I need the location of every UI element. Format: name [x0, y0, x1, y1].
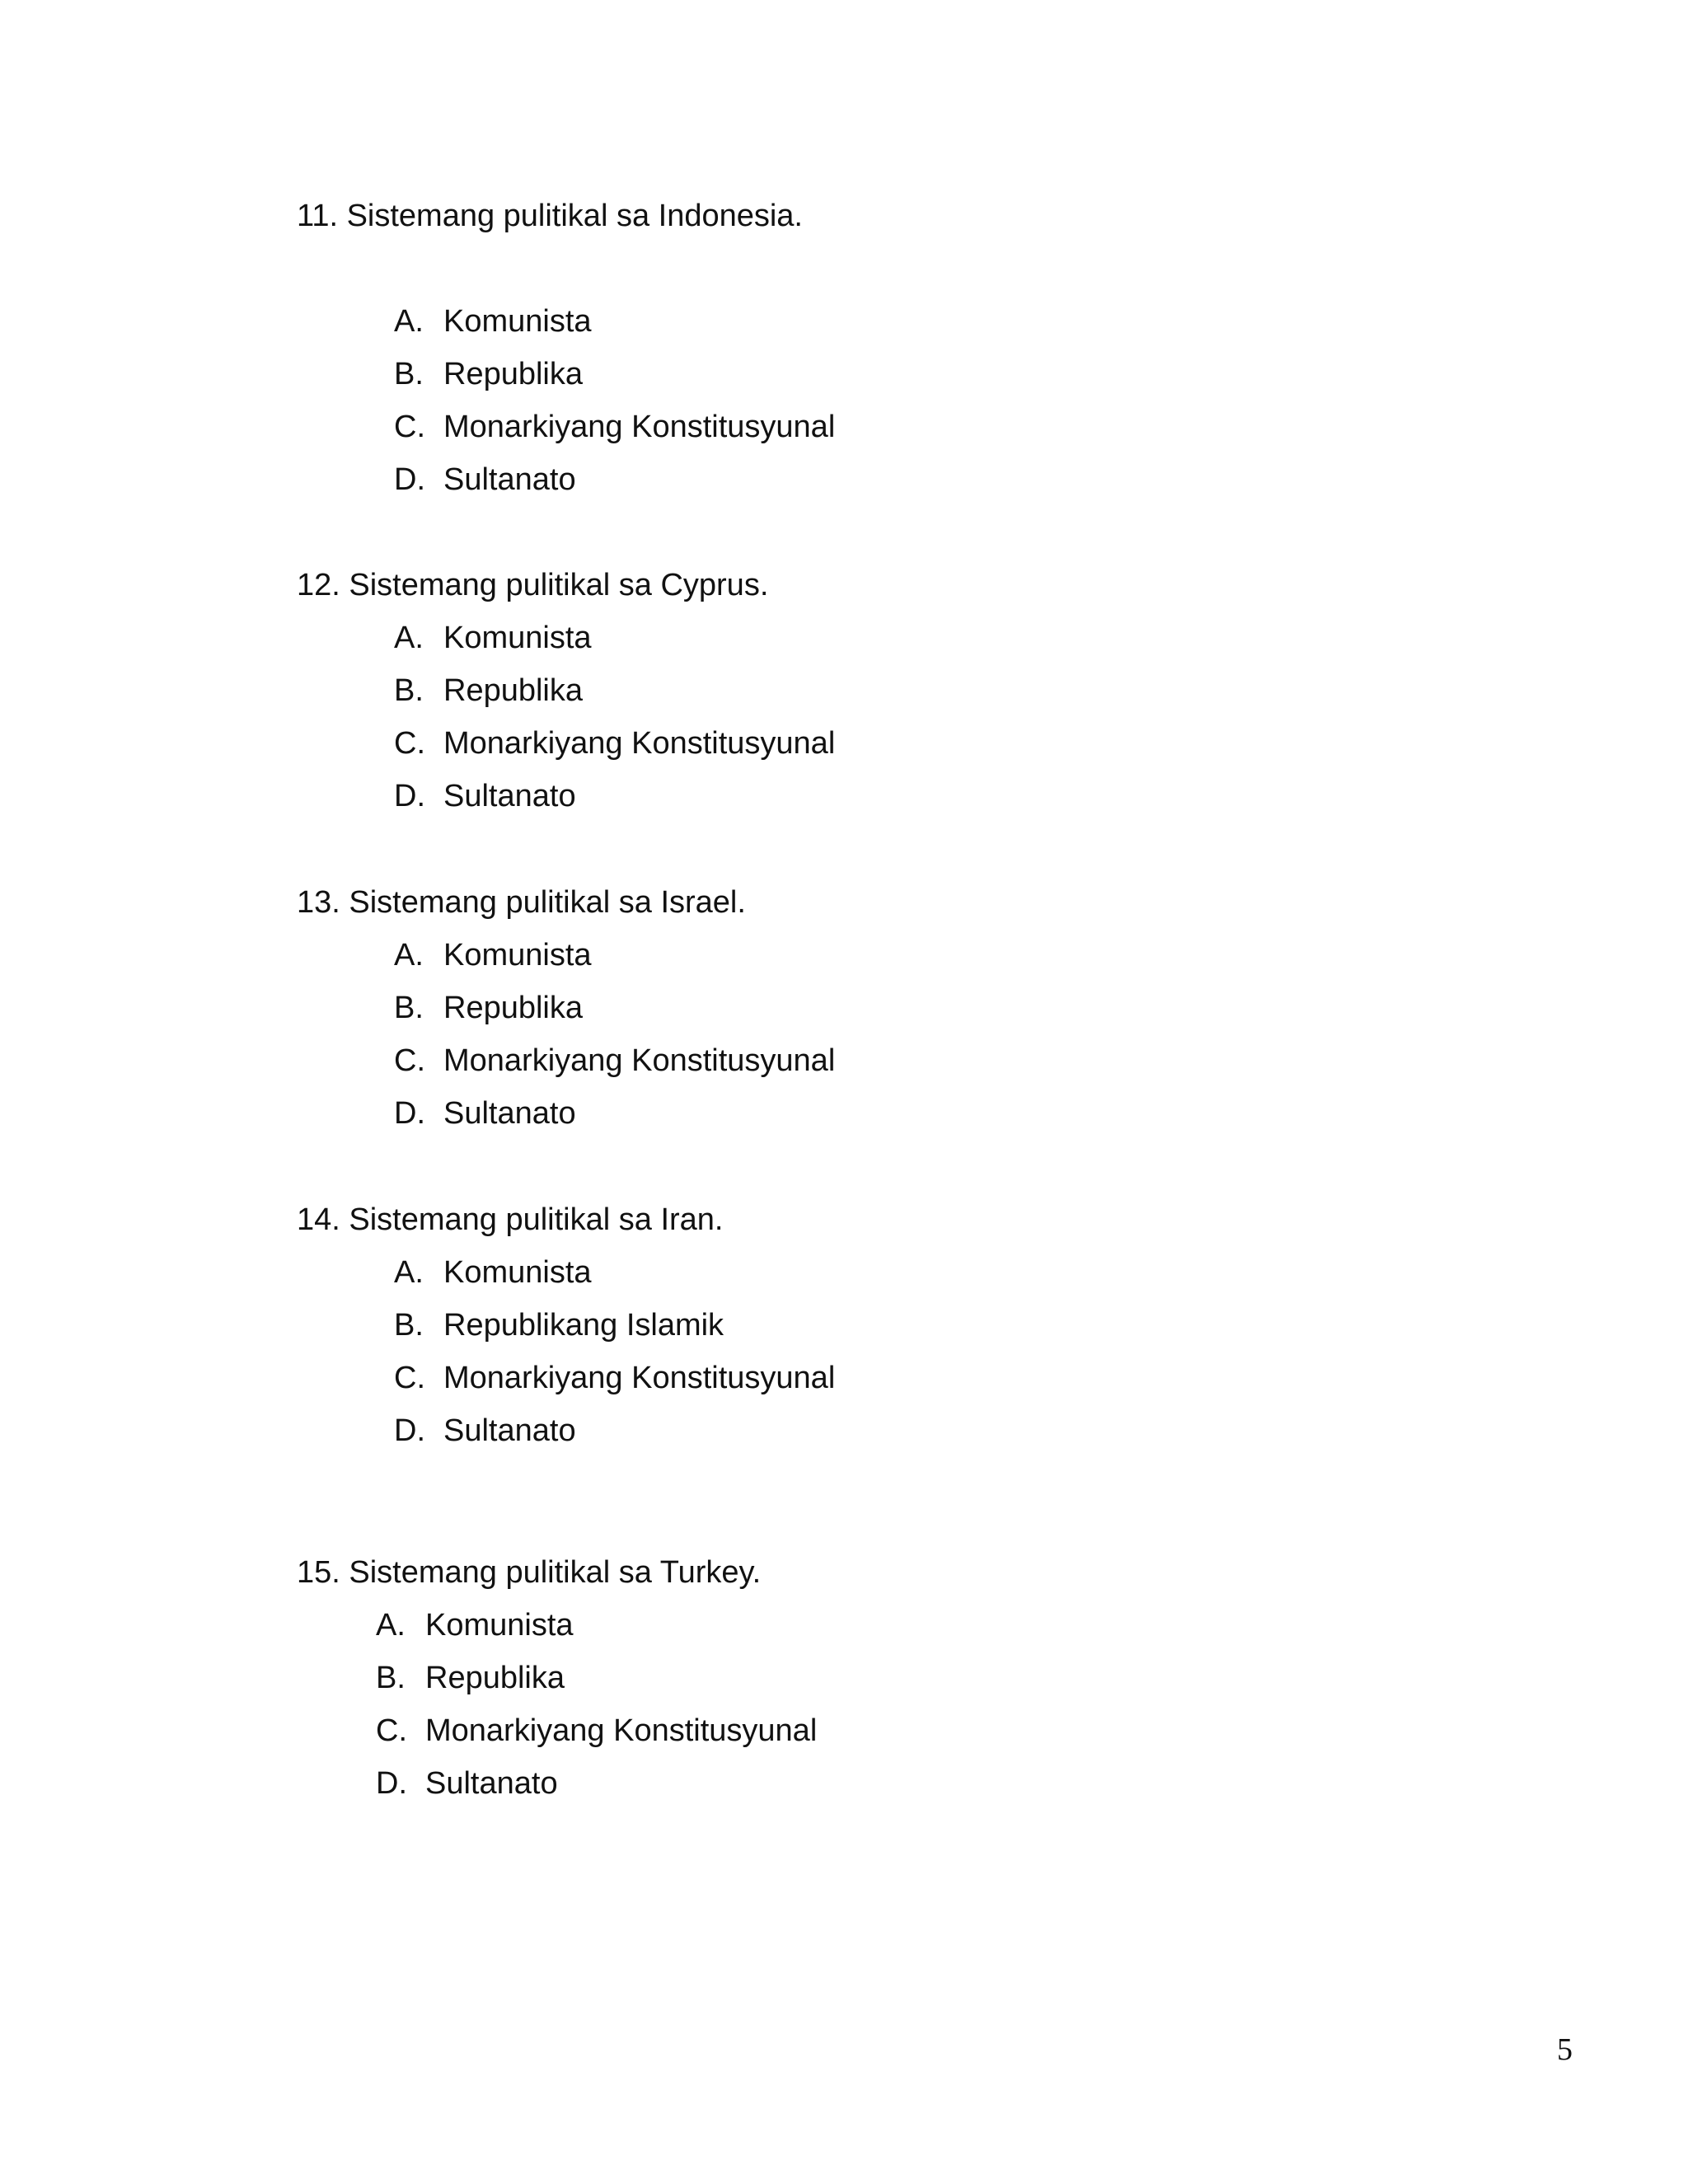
choice-letter: C. — [376, 1713, 407, 1748]
choice-b — [394, 348, 1533, 401]
choice-text: Komunista — [443, 304, 592, 339]
choice-letter: C. — [394, 726, 425, 761]
choice-letter: D. — [394, 779, 425, 813]
choice-text: Komunista — [425, 1608, 574, 1643]
choice-text: Komunista — [443, 621, 592, 655]
choice-text: Republika — [443, 673, 583, 708]
choice-letter: D. — [394, 1096, 425, 1131]
choice-letter: C. — [394, 1361, 425, 1395]
choice-text: Monarkiyang Konstitusyunal — [443, 1361, 836, 1395]
choice-text: Monarkiyang Konstitusyunal — [443, 410, 836, 444]
page-number: 5 — [1557, 2032, 1573, 2067]
question-15 — [297, 1546, 1533, 1810]
question-14 — [297, 1193, 1533, 1457]
choice-letter: A. — [394, 621, 424, 655]
choice-a — [376, 1599, 1533, 1652]
choice-letter: B. — [394, 673, 424, 708]
choice-list — [394, 612, 1533, 823]
choice-letter: A. — [394, 1255, 424, 1290]
question-11 — [297, 190, 1533, 506]
question-title: 13. Sistemang pulitikal sa Israel. — [297, 885, 746, 920]
choice-letter: D. — [394, 1413, 425, 1448]
choice-b — [376, 1652, 1533, 1704]
choice-letter: B. — [376, 1661, 406, 1695]
choice-text: Sultanato — [443, 1096, 576, 1131]
choice-text: Monarkiyang Konstitusyunal — [425, 1713, 818, 1748]
choice-letter: D. — [376, 1766, 407, 1801]
choice-text: Monarkiyang Konstitusyunal — [443, 1043, 836, 1078]
choice-a — [394, 929, 1533, 982]
choice-letter: A. — [376, 1608, 406, 1643]
choice-text: Sultanato — [443, 462, 576, 497]
choice-list — [394, 929, 1533, 1140]
choice-a — [394, 295, 1533, 348]
choice-c — [394, 1034, 1533, 1087]
choice-list — [394, 1246, 1533, 1457]
choice-d — [376, 1757, 1533, 1810]
question-title: 14. Sistemang pulitikal sa Iran. — [297, 1202, 724, 1237]
choice-letter: B. — [394, 1308, 424, 1343]
choice-c — [394, 1352, 1533, 1404]
choice-d — [394, 770, 1533, 823]
choice-text: Republika — [443, 991, 583, 1025]
choice-text: Komunista — [443, 938, 592, 972]
question-12 — [297, 559, 1533, 823]
choice-letter: D. — [394, 462, 425, 497]
choice-letter: C. — [394, 1043, 425, 1078]
choice-letter: B. — [394, 357, 424, 391]
choice-list — [394, 295, 1533, 506]
choice-c — [376, 1704, 1533, 1757]
choice-d — [394, 1087, 1533, 1140]
choice-b — [394, 982, 1533, 1034]
choice-c — [394, 401, 1533, 453]
question-title: 15. Sistemang pulitikal sa Turkey. — [297, 1555, 762, 1590]
choice-b — [394, 1299, 1533, 1352]
choice-text: Sultanato — [443, 779, 576, 813]
choice-d — [394, 453, 1533, 506]
choice-text: Sultanato — [425, 1766, 558, 1801]
choice-text: Komunista — [443, 1255, 592, 1290]
choice-text: Republika — [425, 1661, 565, 1695]
choice-c — [394, 717, 1533, 770]
choice-letter: C. — [394, 410, 425, 444]
choice-a — [394, 612, 1533, 664]
choice-text: Monarkiyang Konstitusyunal — [443, 726, 836, 761]
question-13 — [297, 876, 1533, 1140]
choice-text: Sultanato — [443, 1413, 576, 1448]
question-title: 11. Sistemang pulitikal sa Indonesia. — [297, 199, 803, 233]
choice-list — [376, 1599, 1533, 1810]
choice-b — [394, 664, 1533, 717]
choice-text: Republikang Islamik — [443, 1308, 724, 1343]
choice-text: Republika — [443, 357, 583, 391]
choice-letter: B. — [394, 991, 424, 1025]
choice-letter: A. — [394, 938, 424, 972]
choice-d — [394, 1404, 1533, 1457]
choice-letter: A. — [394, 304, 424, 339]
question-title: 12. Sistemang pulitikal sa Cyprus. — [297, 568, 769, 602]
choice-a — [394, 1246, 1533, 1299]
